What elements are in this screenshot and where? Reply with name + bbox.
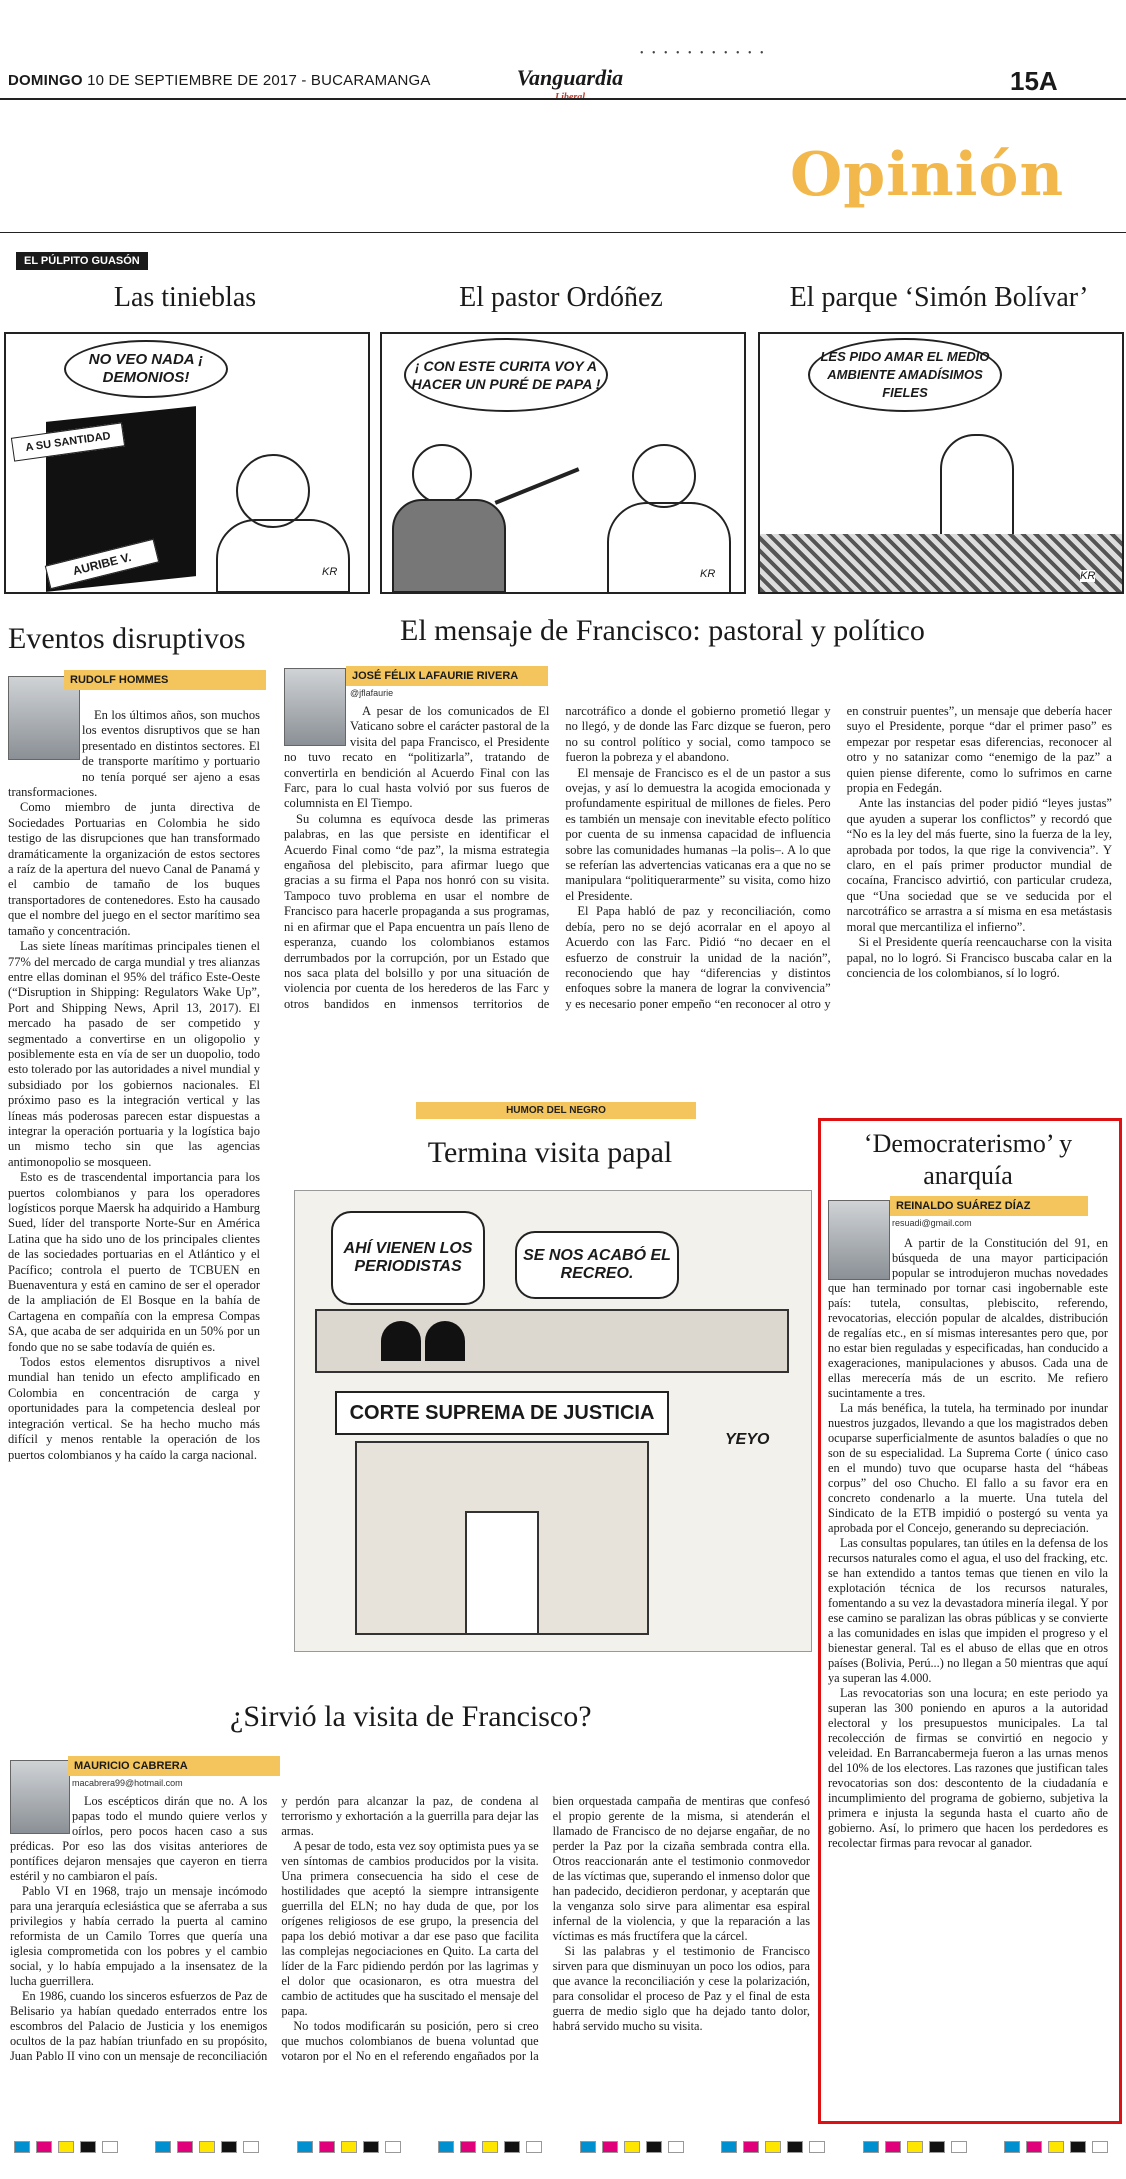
cartoon-2-title: El pastor Ordóñez [459, 282, 663, 313]
registration-swatch [743, 2141, 759, 2153]
article-4-email: macabrera99@hotmail.com [72, 1778, 183, 1788]
cartoon-2-bubble: ¡ CON ESTE CURITA VOY A HACER UN PURÉ DE PAPA ! [404, 338, 608, 412]
article-1-paragraph: Las siete líneas marítimas principales tienen el 77% del mercado de carga mundial y tres alianzas entre ellas dominan el 95% del tráfico Este-Oeste (“Disruption in Shipping: Regulators Wake Up”, Port and Shipping News, April 13, 2017). El mercado ha pasado de ser competido y segmentado a convertirse en un oligopolio y posiblemente esta en vía de ser un duopolio, todo esto tolerado por las autoridades a nivel mundial y subsidiado por los gobiernos nacionales. El próximo paso es la integración vertical y las líneas más poderosas parecen estar dispuestas a integrar la operación portuaria y la logística bajo un mismo techo sin que las agencias antimonopolio se mosqueen. [8, 939, 260, 1169]
article-1-body [8, 708, 260, 1678]
article-3-body [828, 1236, 1108, 2108]
date-line [8, 72, 431, 89]
humor-kicker: HUMOR DEL NEGRO [416, 1102, 696, 1119]
cartoon-2-signature: KR [700, 568, 716, 580]
registration-swatch [580, 2141, 596, 2153]
registration-swatch [646, 2141, 662, 2153]
section-title: Opinión [790, 140, 1065, 210]
humor-cartoon [294, 1190, 812, 1652]
humor-building-sign: CORTE SUPREMA DE JUSTICIA [335, 1391, 669, 1435]
humor-figure-2 [425, 1321, 465, 1361]
registration-swatch [297, 2141, 313, 2153]
registration-swatch [1026, 2141, 1042, 2153]
article-4-paragraph: Si las palabras y el testimonio de Francisco sirven para que disminuyan un poco los odios, para que avance la reconciliación y cese la polarización, para consolidar el proceso de Paz y el final de esta guerra de medio siglo que ha dejado tanto dolor, habrá servido mucho su visita. [552, 1944, 810, 2033]
registration-swatch [438, 2141, 454, 2153]
registration-swatch [863, 2141, 879, 2153]
registration-swatch-group [580, 2140, 690, 2152]
registration-swatch [1004, 2141, 1020, 2153]
registration-swatch [363, 2141, 379, 2153]
article-4-paragraph: Pablo VI en 1968, trajo un mensaje incómodo para una jerarquía eclesiástica que se aferraba a sus privilegios y había cerrado la puerta al camino reformista de un Camilo Torres que quería una iglesia comprometida con los pobres y el cambio social, y lo había empujado a la insensatez de la lucha guerrillera. [10, 1884, 268, 1988]
registration-swatch [765, 2141, 781, 2153]
article-2-paragraph: Ante las instancias del poder pidió “leyes justas” que ayuden a superar los conflictos” y recordó que “No es la ley del más fuerte, sino la fuerza de la ley, aprobada por todos, la que rige la convivencia”. Y claro, en el país primer productor mundial de cocaína, Francisco advirtió, con particular crudeza, que “Una sociedad que se ve seducida por el narcotráfico se arrastra a sí misma en esa metástasis moral que mercantiliza el infierno”. [846, 796, 1112, 934]
article-3-paragraph: Las revocatorias son una locura; en este periodo ya superan las 300 poniendo en apuros a la autoridad electoral y los presupuestos municipales. La tal recolección de firmas se convirtió en negocio y veleidad. En Barrancabermeja fueron a las urnas menos del 10% de los electores. Las razones que justifican tales revocatorias son dos: descontento de la ciudadanía e incumplimiento del programa de gobierno, subjetiva la primera e injusta la segunda hasta el cuarto año de gobierno. Así, lo primero que hacen los perdedores es recolectar firmas para revocar al ganador. [828, 1686, 1108, 1850]
registration-swatch-group [1004, 2140, 1114, 2152]
humor-building-door [465, 1511, 539, 1635]
cartoon-3-bubble: LES PIDO AMAR EL MEDIO AMBIENTE AMADÍSIMOS FIELES [808, 338, 1002, 412]
registration-swatch [504, 2141, 520, 2153]
registration-swatch [58, 2141, 74, 2153]
section-rule [0, 232, 1126, 233]
article-4-photo-space [10, 1794, 72, 1832]
article-2-title: El mensaje de Francisco: pastoral y político [400, 614, 925, 647]
article-1-byline: RUDOLF HOMMES [64, 670, 266, 690]
cartoon-3-title: El parque ‘Simón Bolívar’ [789, 282, 1089, 313]
article-4-paragraph: No todos modificarán su posición, pero si creo que muchos colombianos de buena voluntad que votaron por el No en el referendo engañados por la bien orquestada campaña de mentiras que confesó el propio gerente de la misma, si atenderán el llamado de Francisco de no dejarse engañar, de no perder la Paz por la cizaña sembrada contra ella. Otros reaccionarán ante el testimonio conmovedor de las víctimas que, superando el inmenso dolor que han padecido, decidieron perdonar, y aceptarán que la venganza solo sirve para alimentar esa espiral infernal de la violencia, y que la reparación a las víctimas es más fructífera que la cárcel. [281, 1794, 810, 2063]
cartoon-3 [758, 332, 1124, 594]
cartoon-1-label-bottom: AURIBE V. [45, 539, 159, 589]
article-2-handle: @jflafaurie [350, 688, 394, 698]
registration-swatch [177, 2141, 193, 2153]
registration-swatch [460, 2141, 476, 2153]
masthead-name: Vanguardia [516, 65, 624, 90]
registration-swatch [319, 2141, 335, 2153]
article-4-paragraph: A pesar de todo, esta vez soy optimista pues ya se ven síntomas de cambios producidos por la visita. Una primera consecuencia ha sido el cese de hostilidades que aceptó la siempre intransigente guerrilla del ELN; no hay duda de que, por los orígenes religiosos de ese grupo, la presencia del papa los debió motivar a dar ese paso que facilita las complejas negociaciones en Quito. La carta del líder de la Farc pidiendo perdón por las lagrimas y el dolor que ocasionaron, es otra muestra del cambio de actitudes que ha suscitado el mensaje del papa. [281, 1839, 539, 2018]
registration-swatch [929, 2141, 945, 2153]
cartoon-2-pope-head [632, 444, 696, 508]
registration-swatch [102, 2141, 118, 2153]
cartoon-1 [4, 332, 370, 594]
article-4-title: ¿Sirvió la visita de Francisco? [230, 1700, 592, 1733]
masthead-logo [505, 65, 635, 108]
article-2-paragraph: Su columna es equívoca desde las primeras palabras, en las que persiste en identificar el Acuerdo Final como “de paz”, la misma estrategia engañosa del plebiscito, para afirmar luego que gracias a su firma el Papa nos honró con su visita. Tampoco tuvo problema en usar el nombre de Francisco para hacerle propaganda a sus programas, ni en afirmar que el Papa encuentra un país lleno de esperanza, cuando los colombianos estamos derrumbados por la corrupción, por un Estado que nos saca plata del bolsillo y por una situación de violencia por cuenta de los herederos de las Farc y otros bandidos en inmensos territorios de narcotráfico a donde el gobierno prometió llegar y no llegó, y de donde las Farc dizque se fueron, pero no su control político y social, como tampoco se fueron la pobreza y el abandono. [284, 704, 831, 1011]
article-3-byline: REINALDO SUÁREZ DÍAZ [890, 1196, 1088, 1216]
date-rest: 10 DE SEPTIEMBRE DE 2017 - BUCARAMANGA [82, 72, 431, 89]
humor-bubble-1: AHÍ VIENEN LOS PERIODISTAS [331, 1211, 485, 1305]
article-1-paragraph: Como miembro de junta directiva de Sociedades Portuarias en Colombia he sido testigo de las disrupciones que han transformado dramáticamente la organización de estos sectores a raíz de la apertura del nuevo Canal de Panamá y el cambio de tamaño de los buques transportadores de contenedores. Esto ha causado que el nombre del juego en el sector marítimo sea tamaño y concentración. [8, 800, 260, 938]
article-2-paragraph: A pesar de los comunicados de El Vaticano sobre el carácter pastoral de la visita del papa Francisco, el Presidente no tuvo recato en “politizarla”, tratando de convertirla en bendición al Acuerdo Final con las Farc, para lo cual hasta volvió por sus fueros de columnista en El Tiempo. [284, 704, 550, 811]
page-number: 15A [1010, 66, 1058, 96]
cartoon-2 [380, 332, 746, 594]
article-1-paragraph: Todos estos elementos disruptivos a nivel mundial han tenido un efecto amplificado en Colombia en concentración de carga y oportunidades para la competencia desleal por integración vertical. Se ha hecho mucho más difícil y menos rentable la operación de los puertos colombianos y ha caído la carga nacional. [8, 1355, 260, 1462]
article-4-byline: MAURICIO CABRERA [68, 1756, 280, 1776]
cartoon-3-garbage [760, 534, 1122, 592]
cartoon-1-title: Las tinieblas [113, 282, 257, 313]
article-4-paragraph: En 1986, cuando los sinceros esfuerzos de Paz de Belisario ya habían quedado enterrados entre los escombros del Palacio de Justicia y los enemigos ocultos de la paz habían triunfado en su propósito, Juan Pablo II vino con un mensaje de reconciliación y perdón para alcanzar la paz, de condena al terrorismo y exhortación a la guerrilla para dejar las armas. [10, 1794, 539, 2063]
cartoon-kicker: EL PÚLPITO GUASÓN [16, 252, 148, 270]
registration-swatch [526, 2141, 542, 2153]
cartoon-2-man-head [412, 444, 472, 504]
registration-swatch [1048, 2141, 1064, 2153]
cartoon-3-signature: KR [1080, 570, 1096, 582]
registration-swatch [787, 2141, 803, 2153]
registration-swatch-group [721, 2140, 831, 2152]
registration-swatch [199, 2141, 215, 2153]
registration-swatch [721, 2141, 737, 2153]
article-3-paragraph: La más benéfica, la tutela, ha terminado por inundar nuestros juzgados, llevando a que los magistrados deben ocuparse superficialmente de asuntos baladíes o que no son de su especialidad. La Suprema Corte ( único caso en el mundo) tuvo que ocuparse hasta del “hábeas corpus” del oso Chucho. El fallo a su favor era en concreto condenarlo a la muerte. Una tutela del Sindicato de la ETB impidió o postergó su venta ya aprobada por el Concejo, generando su depreciación. [828, 1401, 1108, 1535]
article-2-photo-space [284, 704, 350, 748]
registration-swatch-group [863, 2140, 973, 2152]
registration-bar [14, 2140, 1114, 2152]
article-2-byline: JOSÉ FÉLIX LAFAURIE RIVERA [346, 666, 548, 686]
article-1-title: Eventos disruptivos [8, 622, 246, 655]
registration-swatch [155, 2141, 171, 2153]
article-3-photo-space [828, 1236, 892, 1280]
article-2-paragraph: El Papa habló de paz y reconciliación, como debía, pero no se dejó acorralar en el apoyo al Acuerdo con las Farc. Pidió “no decaer en el esfuerzo de construir la unidad de la nación”, reconociendo que hay “diferencias y distintos enfoques sobre la manera de lograr la convivencia” y es necesario poner empeño “en reconocer al otro y en construir puentes”, un mensaje que debería hacer suyo el Presidente, porque “dar el primer paso” es empezar por respetar esas diferencias, reconocer al otro y no satanizar como “enemigo de la paz” a quien piense diferente, como lo sufrimos en carne propia en Fedegán. [565, 704, 1112, 1011]
article-1-photo-space [8, 708, 82, 770]
registration-swatch [36, 2141, 52, 2153]
registration-swatch-group [14, 2140, 124, 2152]
date-day: DOMINGO [8, 72, 83, 89]
registration-dots: • • • • • • • • • • • [640, 48, 767, 59]
cartoon-1-signature: KR [322, 566, 338, 578]
article-3-title: ‘Democraterismo’ y anarquía [863, 1129, 1073, 1190]
article-2-paragraph: El mensaje de Francisco es el de un pastor a sus ovejas, y así lo demuestra la acogida emocionada y profundamente espiritual de millones de fieles. Pero es también un mensaje con inevitable efecto político por cuenta de su inmensa capacidad de influencia sobre las comunidades humanas –la polis–. A lo que se referían las advertencias vaticanas era a que no se manipulara “politiquerarmente” su visita, como hizo el Presidente. [565, 765, 831, 903]
humor-signature: YEYO [725, 1431, 770, 1448]
registration-swatch [221, 2141, 237, 2153]
registration-swatch [907, 2141, 923, 2153]
registration-swatch [482, 2141, 498, 2153]
article-4-body [10, 1794, 810, 2134]
cartoon-2-syringe [495, 467, 580, 504]
registration-swatch [602, 2141, 618, 2153]
registration-swatch-group [155, 2140, 265, 2152]
registration-swatch-group [297, 2140, 407, 2152]
registration-swatch [1070, 2141, 1086, 2153]
registration-swatch [668, 2141, 684, 2153]
article-2-body [284, 704, 1112, 1090]
registration-swatch [341, 2141, 357, 2153]
registration-swatch [885, 2141, 901, 2153]
cartoon-1-pope-head [236, 454, 310, 528]
cartoon-1-pope-body [216, 519, 350, 593]
registration-swatch [80, 2141, 96, 2153]
registration-swatch [809, 2141, 825, 2153]
article-2-paragraph: Si el Presidente quería reencaucharse con la visita papal, no lo logró. Si Francisco buscaba calar en la conciencia de los colombianos, sí lo logró. [846, 935, 1112, 980]
cartoon-1-bubble: NO VEO NADA ¡ DEMONIOS! [64, 340, 228, 398]
cartoon-2-man-body [392, 499, 506, 593]
registration-swatch [624, 2141, 640, 2153]
header-rule [0, 98, 1126, 100]
registration-swatch [385, 2141, 401, 2153]
humor-title: Termina visita papal [427, 1136, 673, 1169]
registration-swatch [14, 2141, 30, 2153]
registration-swatch [243, 2141, 259, 2153]
cartoon-1-label-top: A SU SANTIDAD [11, 422, 125, 461]
article-3-paragraph: Las consultas populares, tan útiles en la defensa de los recursos naturales como el agua, el uso del fracking, etc. se han extendido a tantos temas que tienen en vilo la explotación técnica de los recursos naturales, fomentando a su vez la devastadora minería ilegal. Y por ese camino se paralizan las obras públicas y se convierte a las comunidades en islas que impiden el progreso y el bienestar general. Tal es el abuso de ellas que en otros países (Bolivia, Perú...) no llegan a 50 mientras que aquí ya superan las 4.000. [828, 1536, 1108, 1685]
article-3-email: resuadi@gmail.com [892, 1218, 972, 1228]
registration-swatch [951, 2141, 967, 2153]
humor-bubble-2: SE NOS ACABÓ EL RECREO. [515, 1231, 679, 1299]
article-3-paragraph: A partir de la Constitución del 91, en búsqueda de una mayor participación popular se introdujeron muchas novedades que han terminado por tornar casi ingobernable este país: tutela, consultas, plebiscito, referendo, revocatorias, elección popular de alcaldes, distribución de regalías etc., en sí mismas interesantes pero que, por no estar bien reguladas y especificadas, han conducido a exageraciones, manipulaciones y abusos. Cada una de ellas merecería más de un escrito. Me refiero sucintamente a tres. [828, 1236, 1108, 1400]
article-1-paragraph: En los últimos años, son muchos los eventos disruptivos que se han presentado en distintos sectores. El de transporte marítimo y portuario no tenía porqué ser ajeno a esas transformaciones. [8, 708, 260, 800]
registration-swatch-group [438, 2140, 548, 2152]
registration-swatch [1092, 2141, 1108, 2153]
article-1-paragraph: Esto es de trascendental importancia para los puertos colombianos y para los operadores logísticos porque Maersk ha adquirido a Hamburg Sued, líder del transporte Norte-Sur en América Latina que ha sido uno de los principales clientes de las sociedades portuarias en el Atlántico y el Pacífico; controla el puerto de TCBUEN en Buenaventura y está en camino de ser el operador de la ampliación de El Bosque en la bahía de Cartagena en compañía con la empresa Compas SA, que acaba de ser adquirida en un 50% por un fondo que no se sabe todavía de quién es. [8, 1170, 260, 1354]
cartoon-2-pope-body [607, 502, 731, 594]
article-4-paragraph: Los escépticos dirán que no. A los papas todo el mundo quiere verlos y oírlos, pero pocos hacen caso a sus prédicas. Por eso las dos visitas anteriores de pontífices dejaron mensajes que cayeron en tierra estéril y no cambiaron el país. [10, 1794, 268, 1883]
humor-figure-1 [381, 1321, 421, 1361]
